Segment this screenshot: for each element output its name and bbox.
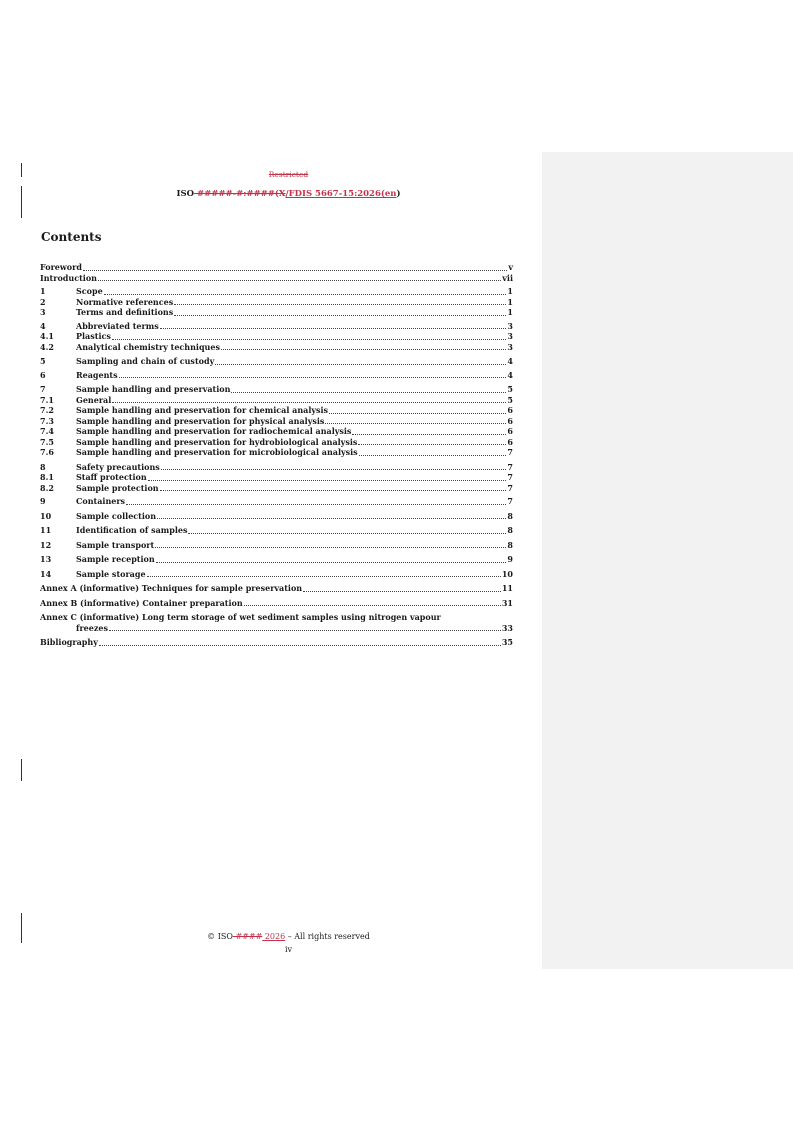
toc-entry-title: Bibliography (40, 637, 98, 647)
toc-entry-page: 6 (507, 405, 513, 415)
toc-entry[interactable] (40, 262, 513, 273)
header-closing: ) (396, 189, 401, 199)
toc-entry-title: Annex A (informative) Techniques for sample preservation (40, 583, 303, 593)
toc-dot-leader (126, 504, 506, 505)
toc-dot-leader (112, 339, 507, 340)
toc-entry-page: 1 (507, 286, 513, 296)
toc-dot-leader (221, 349, 506, 350)
footer-prefix: © ISO (207, 932, 233, 941)
toc-entry[interactable] (40, 331, 513, 342)
toc-entry-page: 6 (507, 426, 513, 436)
toc-entry-page: 3 (507, 320, 513, 331)
toc-dot-leader (109, 630, 501, 631)
toc-entry-number: 9 (40, 496, 46, 506)
toc-entry-number: 4.1 (40, 331, 54, 341)
toc-entry-title: Normative references (76, 296, 174, 307)
toc-entry[interactable] (40, 437, 513, 448)
toc-entry-page: 7 (507, 472, 513, 482)
toc-entry-page: 1 (507, 307, 513, 317)
footer-suffix: – All rights reserved (285, 932, 370, 941)
toc-dot-leader (244, 605, 501, 606)
toc-entry-page: vii (502, 272, 513, 283)
change-bar (21, 759, 22, 781)
inserted-reference: /FDIS 5667-15:2026(en (285, 189, 397, 199)
toc-entry-title: Sample handling and preservation for chemical analysis (76, 405, 329, 415)
toc-entry-number: 4.2 (40, 341, 54, 352)
toc-entry[interactable] (40, 637, 513, 648)
toc-entry[interactable] (40, 472, 513, 483)
toc-entry-number: 8 (40, 461, 46, 472)
toc-entry-title: Sample handling and preservation for hydrobiological analysis (76, 436, 358, 447)
toc-dot-leader (231, 392, 506, 393)
toc-entry[interactable] (40, 416, 513, 427)
toc-entry-page: 5 (507, 384, 513, 394)
toc-entry-page: 4 (507, 356, 513, 366)
toc-entry[interactable] (40, 384, 513, 395)
toc-dot-leader (359, 455, 507, 456)
toc-dot-leader (174, 304, 506, 305)
iso-prefix: ISO (176, 189, 194, 199)
toc-entry-title: Sample protection (76, 482, 159, 493)
toc-entry-title: freezes (76, 622, 108, 633)
toc-entry-number: 8.1 (40, 472, 54, 482)
toc-entry-number: 6 (40, 369, 46, 380)
toc-entry-number: 14 (40, 568, 52, 579)
toc-entry-number: 3 (40, 307, 46, 317)
toc-entry-page: 9 (507, 554, 513, 564)
deleted-reference: #####-#:####(X (194, 189, 286, 199)
toc-entry-title: Annex B (informative) Container preparation (40, 597, 243, 608)
toc-entry[interactable] (40, 273, 513, 284)
toc-entry-page: 8 (507, 525, 513, 535)
toc-entry-number: 7.4 (40, 426, 54, 436)
toc-entry-number: 4 (40, 320, 46, 331)
toc-entry[interactable] (40, 426, 513, 437)
toc-entry[interactable] (40, 569, 513, 580)
toc-entry-number: 12 (40, 539, 52, 550)
toc-dot-leader (160, 328, 507, 329)
toc-entry-number: 13 (40, 554, 52, 564)
toc-entry-page: 3 (507, 331, 513, 341)
toc-entry-title: General (76, 394, 112, 405)
toc-entry-page: 7 (507, 447, 513, 457)
toc-entry[interactable] (40, 307, 513, 318)
toc-dot-leader (156, 562, 507, 563)
toc-entry[interactable] (40, 496, 513, 507)
toc-entry-title: Annex C (informative) Long term storage of wet sediment samples using nitrogen vapour (40, 612, 441, 622)
toc-entry-number: 7.2 (40, 405, 54, 415)
toc-entry[interactable] (40, 462, 513, 473)
toc-entry-number: 7.6 (40, 447, 54, 457)
toc-entry[interactable] (40, 540, 513, 551)
toc-entry-page: 1 (507, 296, 513, 307)
toc-entry[interactable] (40, 370, 513, 381)
toc-entry[interactable] (40, 395, 513, 406)
toc-entry-title: Scope (76, 286, 103, 296)
toc-entry-title: Introduction (40, 272, 97, 283)
toc-entry-number: 2 (40, 296, 46, 307)
toc-entry-number: 7 (40, 384, 46, 394)
toc-entry-page: 35 (501, 637, 513, 647)
toc-entry-title: Foreword (40, 262, 82, 272)
toc-entry[interactable] (40, 342, 513, 353)
copyright-footer (0, 932, 577, 941)
toc-dot-leader (174, 315, 506, 316)
toc-entry-title: Sample handling and preservation for microbiological analysis (76, 447, 358, 457)
toc-entry-title: Sample handling and preservation (76, 384, 231, 394)
toc-entry-title: Sample collection (76, 510, 157, 521)
footer-deleted-year: #### (232, 932, 263, 941)
toc-dot-leader (112, 402, 506, 403)
toc-entry-title: Reagents (76, 369, 118, 380)
toc-entry[interactable] (40, 612, 513, 623)
toc-dot-leader (215, 364, 506, 365)
toc-entry-page: 31 (501, 597, 513, 608)
toc-entry[interactable] (40, 623, 513, 634)
toc-entry[interactable] (40, 511, 513, 522)
toc-entry-page: 33 (501, 622, 513, 633)
toc-entry-title: Abbreviated terms (76, 320, 159, 331)
toc-entry-number: 7.3 (40, 415, 54, 426)
toc-entry-page: 6 (507, 415, 513, 426)
toc-dot-leader (155, 547, 506, 548)
toc-entry[interactable] (40, 598, 513, 609)
toc-dot-leader (83, 270, 507, 271)
toc-entry-page: 11 (501, 583, 513, 593)
toc-entry-title: Sample storage (76, 568, 146, 579)
toc-entry-title: Sample handling and preservation for radiochemical analysis (76, 426, 352, 436)
toc-entry-title: Safety precautions (76, 461, 160, 472)
footer-inserted-year: 2026 (262, 932, 286, 941)
toc-entry-title: Sample transport (76, 539, 155, 550)
contents-title: Contents (41, 230, 102, 244)
toc-dot-leader (358, 444, 506, 445)
toc-entry-page: 7 (507, 496, 513, 506)
toc-dot-leader (119, 377, 507, 378)
toc-entry-title: Plastics (76, 331, 111, 341)
toc-dot-leader (161, 469, 507, 470)
toc-entry-title: Staff protection (76, 472, 147, 482)
toc-entry-page: 8 (507, 510, 513, 521)
toc-dot-leader (303, 591, 501, 592)
toc-entry-title: Sampling and chain of custody (76, 356, 215, 366)
toc-dot-leader (148, 480, 507, 481)
toc-entry-page: 7 (507, 482, 513, 493)
toc-entry-title: Sample handling and preservation for physical analysis (76, 415, 325, 426)
table-of-contents (40, 262, 513, 648)
toc-entry-page: 6 (507, 436, 513, 447)
toc-entry-page: 10 (501, 568, 513, 579)
comment-pane (542, 152, 793, 969)
toc-entry-title: Analytical chemistry techniques (76, 341, 220, 352)
toc-dot-leader (157, 518, 506, 519)
toc-entry-page: v (508, 262, 513, 272)
document-header (0, 189, 577, 199)
toc-entry-number: 7.1 (40, 394, 54, 405)
toc-dot-leader (147, 576, 501, 577)
toc-entry-page: 7 (507, 461, 513, 472)
toc-entry-number: 5 (40, 356, 46, 366)
page-number: iv (284, 945, 293, 954)
restricted-label: Restricted (268, 170, 309, 179)
toc-dot-leader (188, 533, 506, 534)
toc-entry-number: 7.5 (40, 436, 54, 447)
toc-dot-leader (329, 413, 506, 414)
toc-dot-leader (99, 645, 501, 646)
toc-entry[interactable] (40, 356, 513, 367)
toc-entry-title: Terms and definitions (76, 307, 174, 317)
toc-entry-page: 8 (507, 539, 513, 550)
toc-entry-number: 8.2 (40, 482, 54, 493)
toc-dot-leader (98, 280, 501, 281)
toc-entry-page: 3 (507, 341, 513, 352)
toc-entry[interactable] (40, 405, 513, 416)
toc-entry[interactable] (40, 447, 513, 458)
toc-dot-leader (160, 490, 507, 491)
toc-entry[interactable] (40, 321, 513, 332)
toc-entry[interactable] (40, 583, 513, 594)
toc-entry-page: 5 (507, 394, 513, 405)
toc-dot-leader (104, 294, 507, 295)
toc-entry[interactable] (40, 483, 513, 494)
toc-dot-leader (352, 434, 506, 435)
toc-entry[interactable] (40, 286, 513, 297)
toc-entry-title: Identification of samples (76, 525, 188, 535)
toc-entry[interactable] (40, 525, 513, 536)
toc-entry-page: 4 (507, 369, 513, 380)
toc-entry-number: 11 (40, 525, 52, 535)
toc-entry-title: Containers (76, 496, 126, 506)
toc-dot-leader (325, 423, 506, 424)
toc-entry[interactable] (40, 554, 513, 565)
toc-entry-title: Sample reception (76, 554, 155, 564)
toc-entry-number: 1 (40, 286, 46, 296)
toc-entry[interactable] (40, 297, 513, 308)
toc-entry-number: 10 (40, 510, 52, 521)
